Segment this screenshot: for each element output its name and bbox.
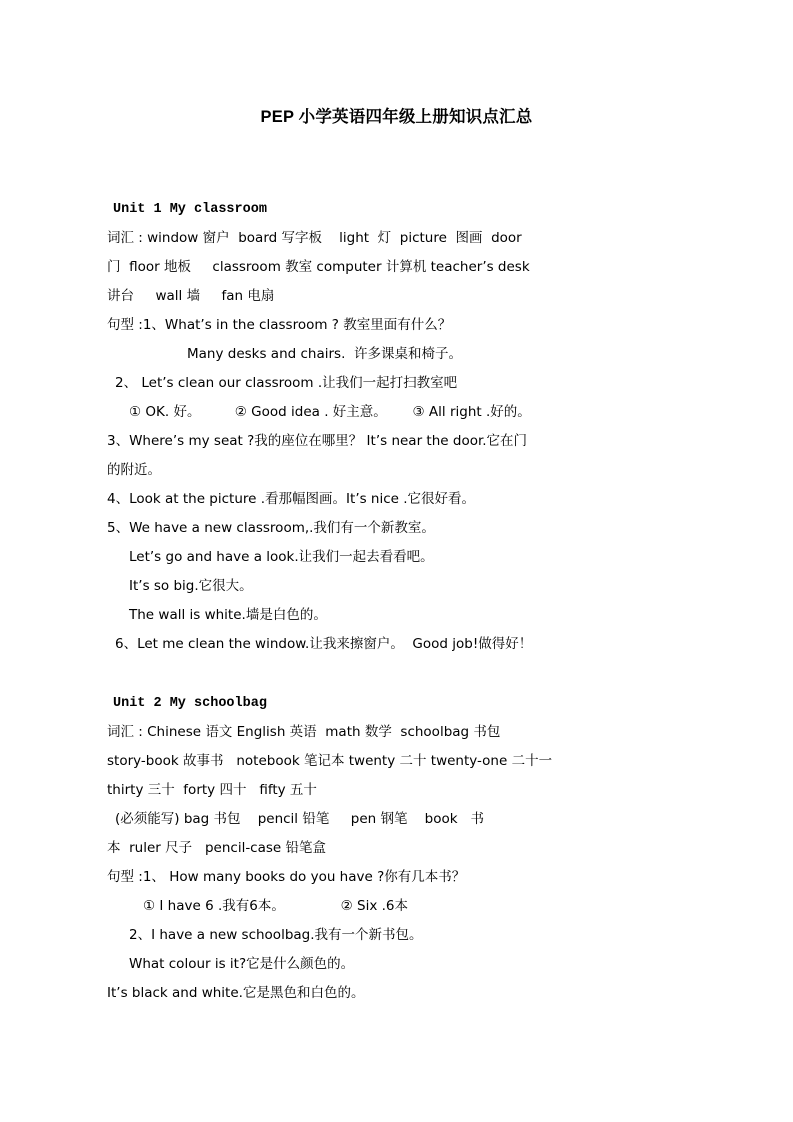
text-line: It’s so big.它很大。 <box>129 578 253 594</box>
text-line: 2、 Let’s clean our classroom .让我们一起打扫教室吧 <box>115 375 458 391</box>
text-line: The wall is white.墙是白色的。 <box>129 607 327 623</box>
page-title: PEP 小学英语四年级上册知识点汇总 <box>260 108 533 126</box>
text-line: Let’s go and have a look.让我们一起去看看吧。 <box>129 549 434 565</box>
text-line: 4、Look at the picture .看那幅图画。It’s nice .它很好看。 <box>107 491 476 507</box>
text-line: 6、Let me clean the window.让我来擦窗户。 Good job!做得好！ <box>115 636 533 652</box>
text-line: 句型 :1、 How many books do you have ?你有几本书？ <box>107 869 466 885</box>
text-line: 句型 :1、What’s in the classroom ? 教室里面有什么？ <box>107 317 452 333</box>
text-line: 词汇 : window 窗户 board 写字板 light 灯 picture 图画 door <box>107 230 522 246</box>
document-body <box>107 195 635 1008</box>
text-line: 词汇 : Chinese 语文 English 英语 math 数学 schoolbag 书包 <box>107 724 501 740</box>
text-line: 讲台 wall 墙 fan 电扇 <box>107 288 275 304</box>
text-line: ① OK. 好。 ② Good idea . 好主意。 ③ All right .好的。 <box>129 404 531 420</box>
text-line: 本 ruler 尺子 pencil-case 铅笔盒 <box>107 840 327 856</box>
text-line: story-book 故事书 notebook 笔记本 twenty 二十 twenty-one 二十一 <box>107 753 553 769</box>
unit-heading-2: Unit 2 My schoolbag <box>113 696 267 711</box>
text-line: 2、I have a new schoolbag.我有一个新书包。 <box>129 927 423 943</box>
text-line: 的附近。 <box>107 462 161 478</box>
text-line: Many desks and chairs. 许多课桌和椅子。 <box>187 346 462 362</box>
text-line: 门 floor 地板 classroom 教室 computer 计算机 teacher’s desk <box>107 259 530 275</box>
text-line: thirty 三十 forty 四十 fifty 五十 <box>107 782 317 798</box>
text-line: It’s black and white.它是黑色和白色的。 <box>107 985 365 1001</box>
text-line: 3、Where’s my seat ?我的座位在哪里？ It’s near the door.它在门 <box>107 433 528 449</box>
text-line: (必须能写) bag 书包 pencil 铅笔 pen 钢笔 book 书 <box>115 811 484 827</box>
text-line: 5、We have a new classroom,.我们有一个新教室。 <box>107 520 435 536</box>
unit-heading-1: Unit 1 My classroom <box>113 202 267 217</box>
text-line: ① I have 6 .我有6本。 ② Six .6本 <box>143 898 409 914</box>
section-spacer <box>107 659 635 689</box>
text-line: What colour is it?它是什么颜色的。 <box>129 956 355 972</box>
